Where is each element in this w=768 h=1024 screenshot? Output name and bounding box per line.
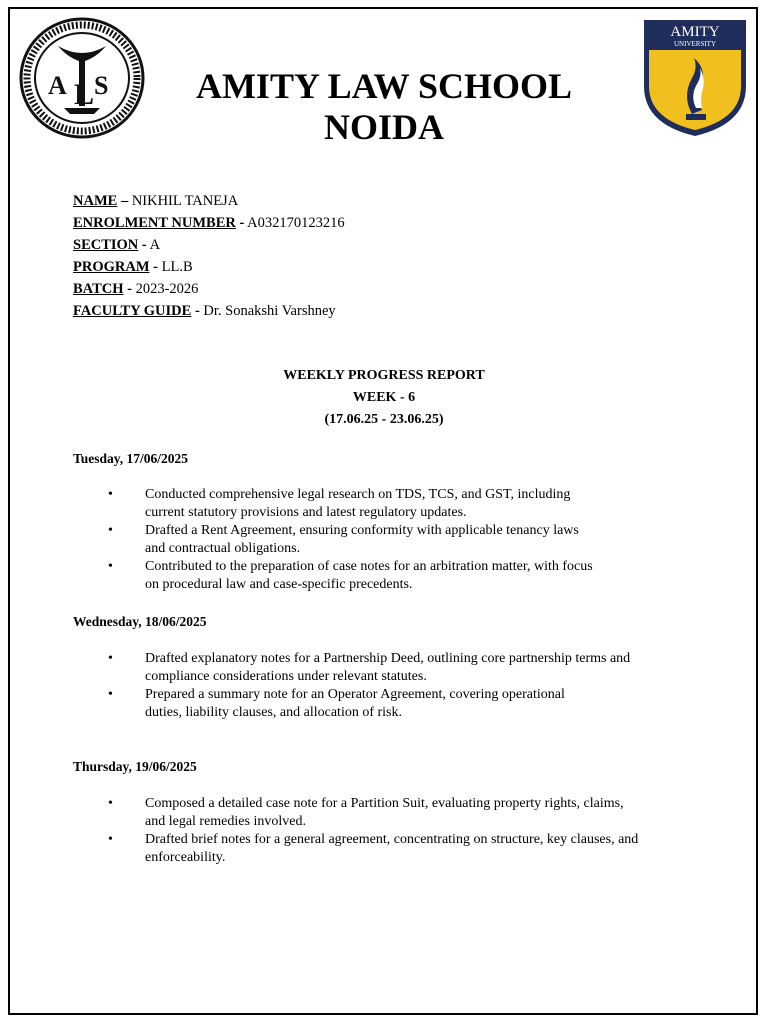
batch-value: 2023-2026: [135, 281, 199, 297]
list-item: • Drafted a Rent Agreement, ensuring conformity with applicable tenancy laws and contractual obligations.: [108, 523, 579, 556]
list-item: • Conducted comprehensive legal research on TDS, TCS, and GST, including current statutory provisions and latest regulatory updates.: [108, 487, 571, 520]
bullet-icon: •: [108, 559, 113, 574]
section-row: SECTION - A: [73, 237, 161, 253]
student-name: NIKHIL TANEJA: [131, 193, 239, 209]
student-info: [73, 190, 345, 322]
bullet-icon: •: [108, 523, 113, 538]
als-seal-logo: [18, 16, 146, 140]
svg-text:L: L: [74, 78, 95, 111]
day-bullet-list: [108, 486, 708, 594]
day-heading: Thursday, 19/06/2025: [73, 759, 197, 774]
section-value: A: [149, 237, 161, 253]
page-title: [150, 66, 618, 148]
day-bullet-list: [108, 795, 708, 867]
title-line-2: NOIDA: [323, 107, 444, 147]
amity-university-shield-logo: [640, 16, 750, 138]
list-item: • Drafted explanatory notes for a Partnership Deed, outlining core partnership terms and compliance considerations under relevant statutes.: [108, 651, 631, 684]
bullet-icon: •: [108, 796, 113, 811]
list-item: • Drafted brief notes for a general agreement, concentrating on structure, key clauses, and enforceability.: [108, 832, 639, 865]
program-row: PROGRAM - LL.B: [73, 259, 193, 275]
day-bullet-list: [108, 650, 708, 722]
batch-row: BATCH - 2023-2026: [73, 281, 199, 297]
svg-text:S: S: [94, 71, 109, 100]
bullet-icon: •: [108, 487, 113, 502]
report-title: WEEKLY PROGRESS REPORT: [283, 368, 485, 383]
svg-text:UNIVERSITY: UNIVERSITY: [674, 40, 716, 48]
day-heading: Wednesday, 18/06/2025: [73, 614, 207, 629]
title-line-1: AMITY LAW SCHOOL: [195, 66, 573, 106]
enrolment-number: A032170123216: [247, 215, 345, 231]
list-item: • Prepared a summary note for an Operator Agreement, covering operational duties, liability clauses, and allocation of risk.: [108, 687, 565, 720]
student-name-row: NAME – NIKHIL TANEJA: [73, 193, 239, 209]
report-date-range: (17.06.25 - 23.06.25): [324, 412, 444, 427]
bullet-icon: •: [108, 651, 113, 666]
report-week: WEEK - 6: [352, 390, 416, 405]
day-heading: Tuesday, 17/06/2025: [73, 451, 189, 466]
program-value: LL.B: [161, 259, 193, 275]
report-heading: [0, 365, 768, 431]
list-item: • Contributed to the preparation of case notes for an arbitration matter, with focus on procedural law and case-specific precedents.: [108, 559, 593, 592]
bullet-icon: •: [108, 832, 113, 847]
svg-text:AMITY: AMITY: [670, 24, 720, 40]
enrolment-row: ENROLMENT NUMBER - A032170123216: [73, 215, 345, 231]
faculty-guide: Dr. Sonakshi Varshney: [203, 303, 336, 319]
list-item: • Composed a detailed case note for a Partition Suit, evaluating property rights, claims, and legal remedies involved.: [108, 796, 624, 829]
bullet-icon: •: [108, 687, 113, 702]
faculty-guide-row: FACULTY GUIDE - Dr. Sonakshi Varshney: [73, 303, 336, 319]
seal-letters-a: A: [48, 71, 67, 100]
